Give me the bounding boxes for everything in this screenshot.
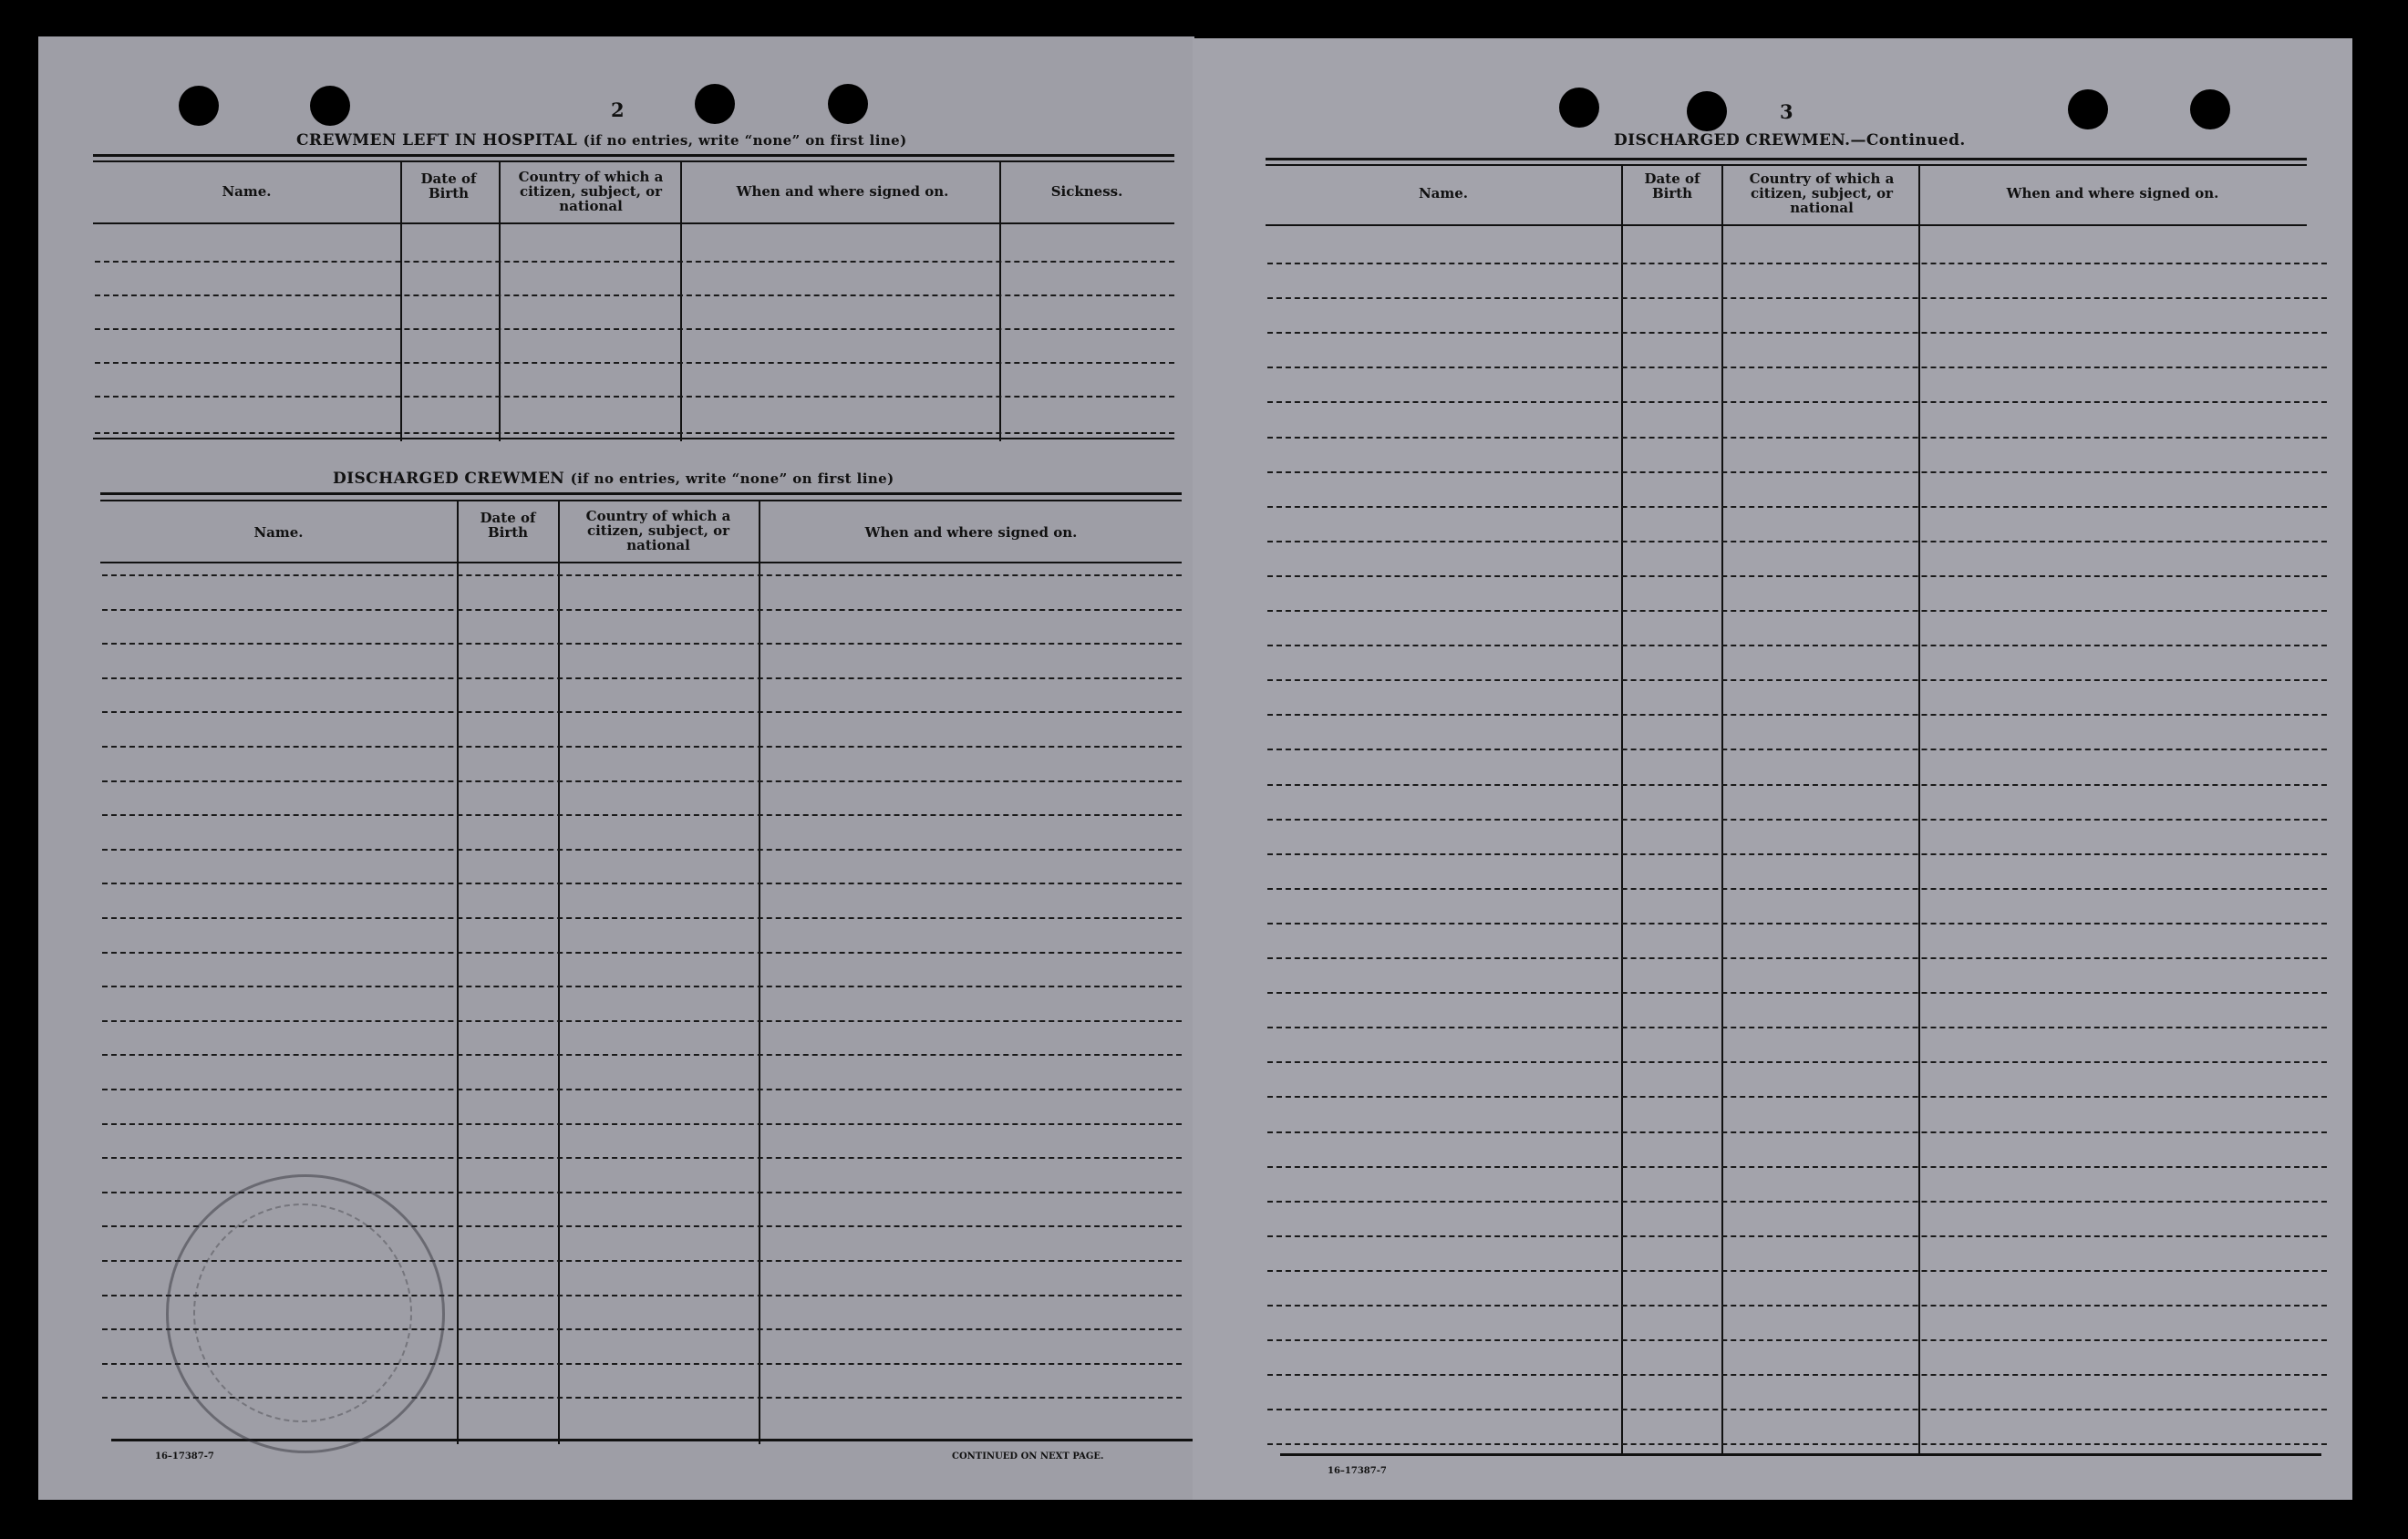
entry-line [102, 711, 1182, 713]
header-rule [93, 222, 1174, 224]
rule [93, 438, 1174, 439]
rule [93, 154, 1174, 157]
entry-line [1267, 1339, 2327, 1341]
page-number: 3 [1780, 100, 1793, 123]
entry-line [102, 1157, 1182, 1159]
column-header-country: Country of which a citizen, subject, or national [1749, 170, 1895, 216]
column-header-date-of-birth: Date of Birth [480, 510, 536, 541]
header-rule [100, 562, 1182, 563]
header-rule [1266, 224, 2307, 226]
hospital-entry-lines [95, 226, 1174, 445]
entry-line [102, 814, 1182, 816]
entry-line [1267, 923, 2327, 924]
continued-note: CONTINUED ON NEXT PAGE. [952, 1451, 1104, 1462]
column-header-signed-on: When and where signed on. [736, 183, 949, 200]
column-header-name: Name. [222, 183, 272, 200]
rule [100, 500, 1182, 501]
entry-line [1267, 1096, 2327, 1098]
discharged-entry-lines [1267, 228, 2327, 1459]
entry-line [1267, 957, 2327, 959]
official-stamp-inner [193, 1203, 412, 1422]
rule [1266, 164, 2307, 166]
discharged-continued-title: DISCHARGED CREWMEN.—Continued. [1614, 131, 1966, 150]
column-header-signed-on: When and where signed on. [864, 524, 1078, 541]
entry-line [102, 952, 1182, 954]
entry-line [1267, 1443, 2327, 1445]
entry-line [1267, 888, 2327, 890]
entry-line [1267, 784, 2327, 786]
rule [1280, 1453, 2321, 1456]
entry-line [102, 574, 1182, 576]
entry-line [1267, 1166, 2327, 1168]
entry-line [1267, 1235, 2327, 1237]
column-header-sickness: Sickness. [1050, 183, 1123, 200]
rule [93, 160, 1174, 162]
right-page [1193, 38, 2352, 1500]
punch-hole [2068, 89, 2108, 129]
entry-line [102, 780, 1182, 782]
entry-line [1267, 1061, 2327, 1063]
entry-line [102, 1054, 1182, 1056]
entry-line [1267, 332, 2327, 334]
entry-line [1267, 1027, 2327, 1028]
punch-hole [179, 86, 219, 126]
column-header-country: Country of which a citizen, subject, or national [518, 169, 664, 214]
column-header-country: Country of which a citizen, subject, or national [585, 508, 731, 553]
entry-line [1267, 714, 2327, 716]
discharged-section-title: DISCHARGED CREWMEN (if no entries, write “none” on first line) [333, 470, 894, 488]
form-number: 16–17387-7 [1328, 1466, 1387, 1476]
entry-line [1267, 297, 2327, 299]
column-header-signed-on: When and where signed on. [2006, 185, 2219, 201]
page-number: 2 [611, 98, 625, 121]
entry-line [102, 643, 1182, 645]
entry-line [1267, 1305, 2327, 1307]
entry-line [1267, 575, 2327, 577]
entry-line [102, 917, 1182, 919]
entry-line [102, 849, 1182, 851]
entry-line [1267, 367, 2327, 368]
entry-line [1267, 1374, 2327, 1376]
entry-line [102, 986, 1182, 987]
entry-line [1267, 853, 2327, 855]
punch-hole [310, 86, 350, 126]
entry-line [1267, 1131, 2327, 1133]
entry-line [1267, 1201, 2327, 1203]
entry-line [1267, 645, 2327, 646]
entry-line [1267, 541, 2327, 542]
entry-line [1267, 610, 2327, 612]
entry-line [102, 1089, 1182, 1090]
entry-line [1267, 401, 2327, 403]
entry-line [1267, 1409, 2327, 1410]
entry-line [1267, 1270, 2327, 1272]
entry-line [102, 746, 1182, 748]
punch-hole [1687, 91, 1727, 131]
column-header-date-of-birth: Date of Birth [420, 170, 477, 201]
entry-line [1267, 471, 2327, 473]
entry-line [1267, 992, 2327, 994]
left-page [38, 36, 1194, 1500]
entry-line [102, 609, 1182, 611]
punch-hole [2190, 89, 2230, 129]
entry-line [102, 677, 1182, 679]
entry-line [1267, 263, 2327, 264]
entry-line [1267, 749, 2327, 750]
entry-line [1267, 437, 2327, 439]
form-number: 16–17387-7 [155, 1451, 214, 1462]
entry-line [1267, 506, 2327, 508]
column-header-name: Name. [253, 524, 304, 541]
punch-hole [695, 84, 735, 124]
hospital-section-title: CREWMEN LEFT IN HOSPITAL (if no entries, write “none” on first line) [296, 131, 907, 150]
column-header-name: Name. [1418, 185, 1469, 201]
entry-line [1267, 679, 2327, 681]
punch-hole [1559, 88, 1599, 128]
entry-line [102, 883, 1182, 884]
entry-line [102, 1123, 1182, 1125]
rule [100, 492, 1182, 495]
punch-hole [828, 84, 868, 124]
column-header-date-of-birth: Date of Birth [1644, 170, 1700, 201]
rule [1266, 158, 2307, 160]
entry-line [1267, 819, 2327, 821]
entry-line [102, 1020, 1182, 1022]
